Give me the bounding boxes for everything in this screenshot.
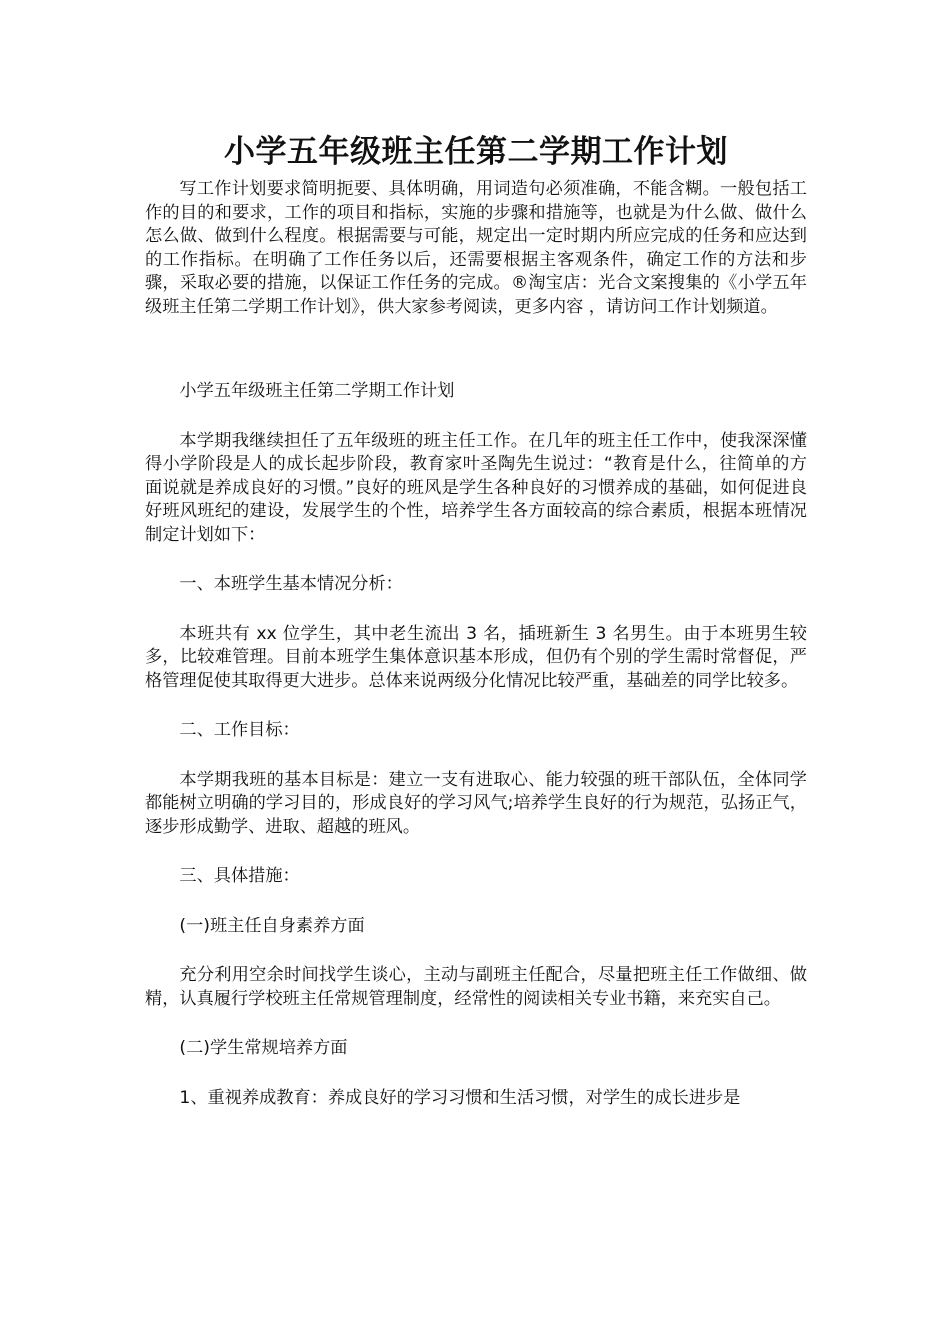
heading-measures: 三、具体措施： bbox=[179, 866, 300, 886]
section-subtitle: 小学五年级班主任第二学期工作计划 bbox=[179, 381, 455, 401]
subheading-teacher-quality: (一)班主任自身素养方面 bbox=[179, 915, 365, 936]
situation-paragraph: 本班共有 xx 位学生，其中老生流出 3 名，插班新生 3 名男生。由于本班男生较多，比较难管理。目前本班学生集体意识基本形成，但仍有个别的学生需时常督促，严格管理促使其取得更大进步。总体来说两级分化情况比较严重，基础差的同学比较多。 bbox=[145, 623, 807, 691]
opening-paragraph: 本学期我继续担任了五年级班的班主任工作。在几年的班主任工作中，使我深深懂得小学阶段是人的成长起步阶段，教育家叶圣陶先生说过：“教育是什么，往简单的方面说就是养成良好的习惯。”良好的班风是学生各种良好的习惯养成的基础，如何促进良好班风班纪的建设，发展学生的个性，培养学生各方面较高的综合素质，根据本班情况制定计划如下： bbox=[145, 430, 807, 545]
intro-paragraph: 写工作计划要求简明扼要、具体明确，用词造句必须准确，不能含糊。一般包括工作的目的和要求，工作的项目和指标，实施的步骤和措施等，也就是为什么做、做什么怎么做、做到什么程度。根据需要与可能，规定出一定时期内所应完成的任务和应达到的工作指标。在明确了工作任务以后，还需要根据主客观条件，确定工作的方法和步骤，采取必要的措施，以保证工作任务的完成。®淘宝店：光合文案搜集的《小学五年级班主任第二学期工作计划》，供大家参考阅读，更多内容 ，请访问工作计划频道。 bbox=[145, 179, 807, 317]
goals-paragraph: 本学期我班的基本目标是：建立一支有进取心、能力较强的班干部队伍，全体同学都能树立明确的学习目的，形成良好的学习风气;培养学生良好的行为规范，弘扬正气，逐步形成勤学、进取、超越的班风。 bbox=[145, 769, 807, 837]
subheading-student-routine: (二)学生常规培养方面 bbox=[179, 1038, 348, 1058]
document-body bbox=[145, 126, 807, 1110]
heading-situation-analysis: 一、本班学生基本情况分析： bbox=[179, 574, 403, 594]
teacher-quality-paragraph: 充分利用空余时间找学生谈心，主动与副班主任配合，尽量把班主任工作做细、做精，认真履行学校班主任常规管理制度，经常性的阅读相关专业书籍，来充实自己。 bbox=[145, 965, 807, 1009]
heading-work-goals: 二、工作目标： bbox=[179, 720, 300, 740]
habit-education-paragraph: 1、重视养成教育：养成良好的学习习惯和生活习惯，对学生的成长进步是 bbox=[179, 1087, 741, 1108]
document-title: 小学五年级班主任第二学期工作计划 bbox=[224, 134, 728, 170]
